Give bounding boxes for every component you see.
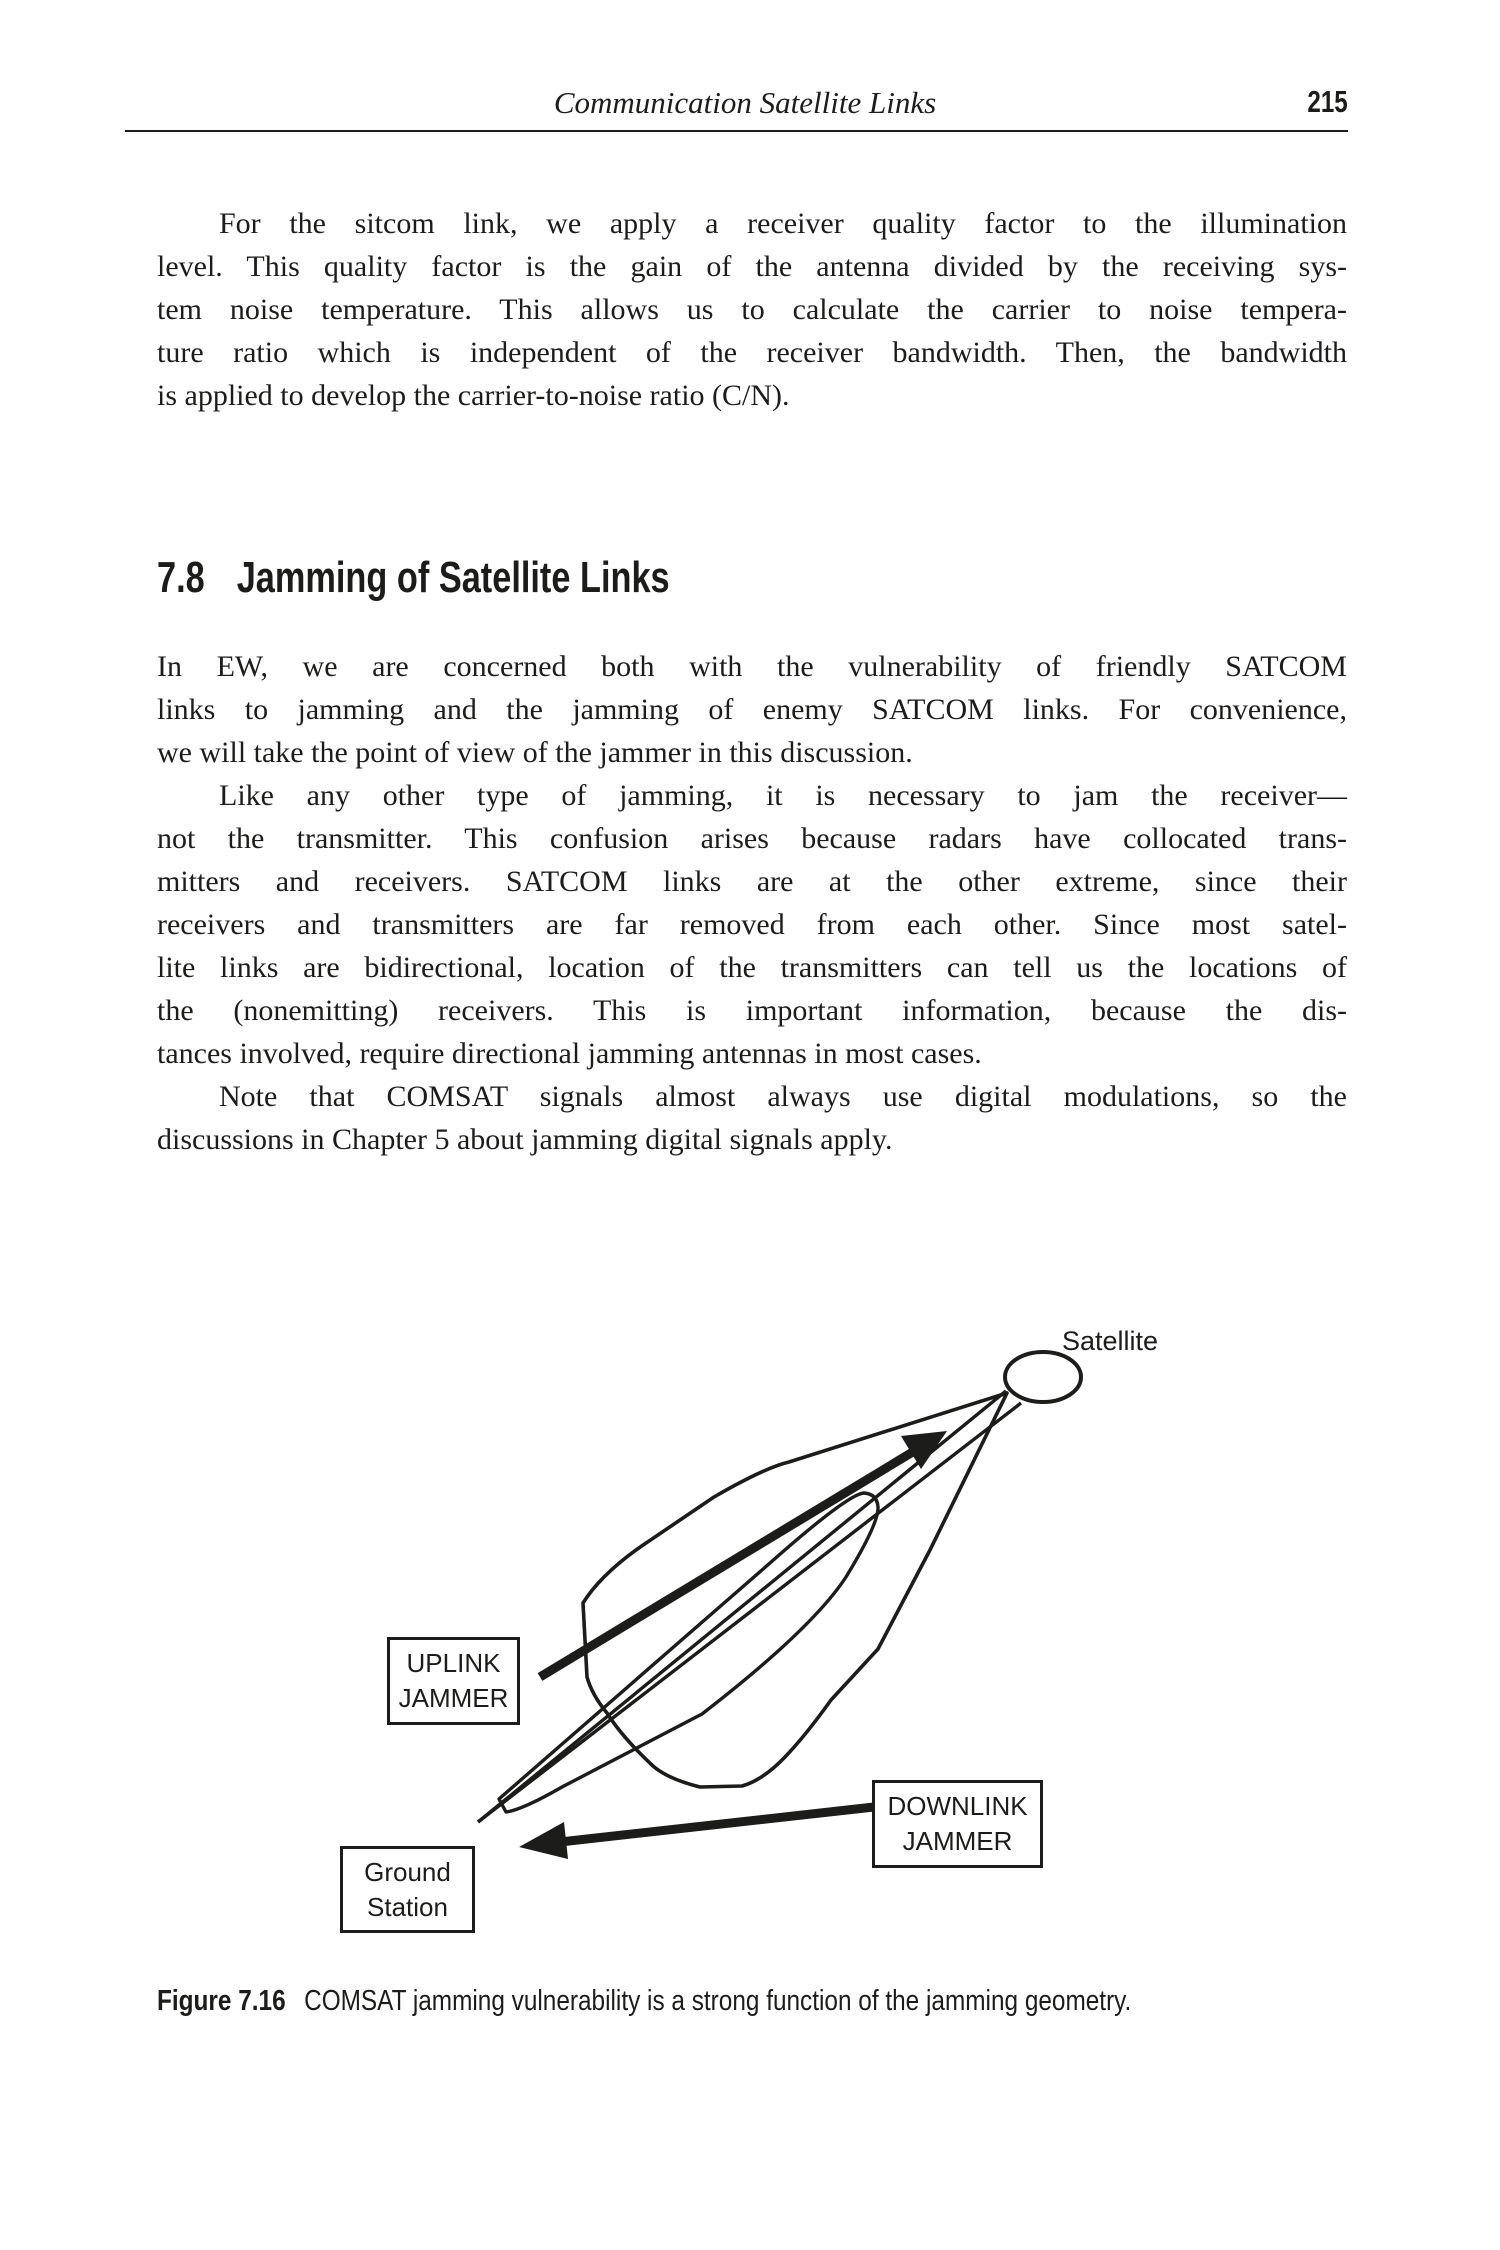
section-number: 7.8 <box>157 553 205 602</box>
downlink-jam-arrowhead <box>519 1822 568 1859</box>
text-line: tem noise temperature. This allows us to calculate the carrier to noise tempera- <box>157 293 1347 326</box>
downlink-jam-arrow-shaft <box>560 1807 874 1842</box>
downlink-jammer-box <box>872 1780 1043 1868</box>
text-line: receivers and transmitters are far removed from each other. Since most satel- <box>157 908 1347 941</box>
text-line: For the sitcom link, we apply a receiver quality factor to the illumination <box>219 207 1347 240</box>
text-line: is applied to develop the carrier-to-noise ratio (C/N). <box>157 379 790 412</box>
text-line: Like any other type of jamming, it is necessary to jam the receiver— <box>219 779 1347 812</box>
text-line: tances involved, require directional jamming antennas in most cases. <box>157 1037 982 1070</box>
uplink-jammer-label-line2: JAMMER <box>398 1683 509 1713</box>
uplink-sightline-lower <box>478 1403 1021 1822</box>
downlink-jammer-label-line2: JAMMER <box>902 1826 1013 1856</box>
satellite-ellipse <box>1005 1352 1081 1402</box>
ground-station-box <box>340 1846 475 1933</box>
text-line: Note that COMSAT signals almost always use digital modulations, so the <box>219 1080 1347 1113</box>
text-line: discussions in Chapter 5 about jamming digital signals apply. <box>157 1123 893 1156</box>
text-line: In EW, we are concerned both with the vulnerability of friendly SATCOM <box>157 650 1347 683</box>
figure-caption-label: Figure 7.16 <box>157 1985 286 2017</box>
satellite-label: Satellite <box>1062 1326 1159 1356</box>
uplink-jammer-label-line1: UPLINK <box>406 1648 501 1678</box>
figure-caption-text: COMSAT jamming vulnerability is a strong function of the jamming geometry. <box>304 1985 1132 2017</box>
text-line: mitters and receivers. SATCOM links are at the other extreme, since their <box>157 865 1347 898</box>
section-title: Jamming of Satellite Links <box>236 553 670 602</box>
text-line: we will take the point of view of the jammer in this discussion. <box>157 736 913 769</box>
uplink-jam-arrow-shaft <box>540 1450 916 1677</box>
text-line: links to jamming and the jamming of enemy SATCOM links. For convenience, <box>157 693 1347 726</box>
running-head-title: Communication Satellite Links <box>553 85 937 120</box>
jammer-beam-outline <box>583 1393 1007 1787</box>
page-number: 215 <box>1307 84 1348 119</box>
ground-station-label-line2: Station <box>367 1891 448 1922</box>
text-line: not the transmitter. This confusion arises because radars have collocated trans- <box>157 822 1347 855</box>
text-line: the (nonemitting) receivers. This is important information, because the dis- <box>157 994 1347 1027</box>
downlink-jammer-label-line1: DOWNLINK <box>887 1791 1028 1821</box>
text-line: ture ratio which is independent of the receiver bandwidth. Then, the bandwidth <box>157 336 1347 369</box>
uplink-jammer-box <box>387 1637 520 1725</box>
text-line: level. This quality factor is the gain of the antenna divided by the receiving sys- <box>157 250 1347 283</box>
text-line: lite links are bidirectional, location of the transmitters can tell us the locations of <box>157 951 1347 984</box>
ground-station-label-line1: Ground <box>364 1856 451 1887</box>
